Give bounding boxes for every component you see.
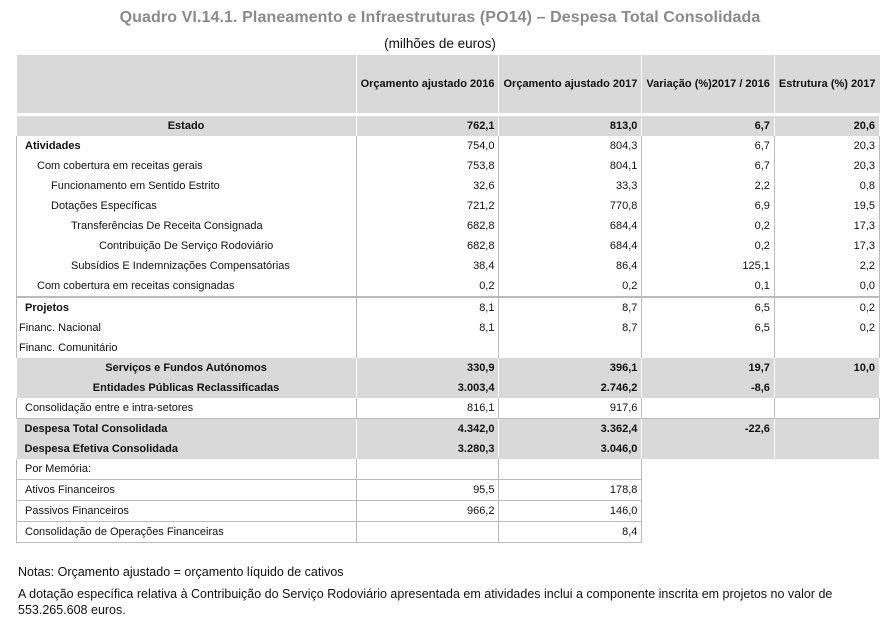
cell: 684,4 xyxy=(499,236,642,256)
cell: 3.003,4 xyxy=(356,378,499,398)
row-label: Transferências De Receita Consignada xyxy=(17,216,357,236)
cell: 2,2 xyxy=(642,176,775,196)
table-title: Quadro VI.14.1. Planeamento e Infraestruturas (PO14) – Despesa Total Consolidada xyxy=(119,9,761,26)
cell xyxy=(774,439,879,459)
row-label: Despesa Efetiva Consolidada xyxy=(17,439,357,459)
header-cell: Orçamento ajustado 2016 xyxy=(356,55,499,115)
table-row xyxy=(17,419,880,440)
table-subtitle: (milhões de euros) xyxy=(384,36,496,51)
cell: 20,6 xyxy=(774,115,879,137)
cell xyxy=(642,480,775,501)
table-row xyxy=(17,156,880,176)
cell xyxy=(642,459,775,480)
cell: 0,2 xyxy=(774,297,879,318)
cell xyxy=(356,459,499,480)
cell: 178,8 xyxy=(499,480,642,501)
table-row xyxy=(17,459,880,480)
header-cell: Orçamento ajustado 2017 xyxy=(499,55,642,115)
header-row xyxy=(17,55,880,115)
cell: 2,2 xyxy=(774,256,879,276)
table-row xyxy=(17,318,880,338)
cell: 0,1 xyxy=(642,276,775,297)
cell xyxy=(642,398,775,419)
cell: 95,5 xyxy=(356,480,499,501)
cell: 146,0 xyxy=(499,501,642,522)
table-row xyxy=(17,256,880,276)
table-row xyxy=(17,378,880,398)
cell: -22,6 xyxy=(642,419,775,440)
table-row xyxy=(17,216,880,236)
cell: 6,7 xyxy=(642,136,775,156)
table-row xyxy=(17,176,880,196)
cell: 804,3 xyxy=(499,136,642,156)
cell: 32,6 xyxy=(356,176,499,196)
table-row xyxy=(17,480,880,501)
row-label: Com cobertura em receitas consignadas xyxy=(17,276,357,297)
cell: 6,7 xyxy=(642,115,775,137)
cell: 10,0 xyxy=(774,358,879,378)
cell: 4.342,0 xyxy=(356,419,499,440)
cell: 396,1 xyxy=(499,358,642,378)
cell: 3.280,3 xyxy=(356,439,499,459)
cell: 6,7 xyxy=(642,156,775,176)
table-row xyxy=(17,136,880,156)
note-adjusted-budget: Notas: Orçamento ajustado = orçamento líquido de cativos xyxy=(18,565,344,579)
cell: 721,2 xyxy=(356,196,499,216)
cell: 19,5 xyxy=(774,196,879,216)
cell: 754,0 xyxy=(356,136,499,156)
cell: 8,7 xyxy=(499,297,642,318)
row-label: Por Memória: xyxy=(17,459,357,480)
cell: 0,2 xyxy=(774,318,879,338)
cell: 917,6 xyxy=(499,398,642,419)
table-row xyxy=(17,276,880,297)
cell xyxy=(642,522,775,543)
cell: 684,4 xyxy=(499,216,642,236)
cell: 17,3 xyxy=(774,236,879,256)
row-label: Atividades xyxy=(17,136,357,156)
cell xyxy=(356,338,499,358)
cell: 753,8 xyxy=(356,156,499,176)
cell xyxy=(499,338,642,358)
row-label: Com cobertura em receitas gerais xyxy=(17,156,357,176)
cell xyxy=(774,459,879,480)
cell: 38,4 xyxy=(356,256,499,276)
cell: 20,3 xyxy=(774,136,879,156)
cell xyxy=(642,338,775,358)
cell: 6,5 xyxy=(642,318,775,338)
header-cell xyxy=(17,55,357,115)
cell xyxy=(774,338,879,358)
cell xyxy=(774,522,879,543)
cell: 3.362,4 xyxy=(499,419,642,440)
row-label: Entidades Públicas Reclassificadas xyxy=(17,378,357,398)
cell: 682,8 xyxy=(356,236,499,256)
cell: 0,0 xyxy=(774,276,879,297)
row-label: Serviços e Fundos Autónomos xyxy=(17,358,357,378)
cell xyxy=(774,378,879,398)
cell: 8,1 xyxy=(356,318,499,338)
cell: 0,8 xyxy=(774,176,879,196)
row-label: Ativos Financeiros xyxy=(17,480,357,501)
cell: 33,3 xyxy=(499,176,642,196)
row-label: Subsídios E Indemnizações Compensatórias xyxy=(17,256,357,276)
cell: 19,7 xyxy=(642,358,775,378)
table-row xyxy=(17,501,880,522)
table-row xyxy=(17,115,880,137)
cell: 330,9 xyxy=(356,358,499,378)
row-label: Consolidação entre e intra-setores xyxy=(17,398,357,419)
cell: 17,3 xyxy=(774,216,879,236)
cell xyxy=(774,501,879,522)
cell: 6,5 xyxy=(642,297,775,318)
cell: 8,4 xyxy=(499,522,642,543)
cell xyxy=(774,480,879,501)
cell: 20,3 xyxy=(774,156,879,176)
row-label: Estado xyxy=(17,115,357,137)
cell: 8,7 xyxy=(499,318,642,338)
table-row xyxy=(17,338,880,358)
cell xyxy=(642,439,775,459)
table-row xyxy=(17,522,880,543)
row-label: Financ. Nacional xyxy=(17,318,357,338)
cell: 966,2 xyxy=(356,501,499,522)
header-cell: Estrutura (%) 2017 xyxy=(774,55,879,115)
table-row xyxy=(17,439,880,459)
cell: 0,2 xyxy=(356,276,499,297)
row-label: Funcionamento em Sentido Estrito xyxy=(17,176,357,196)
row-label: Consolidação de Operações Financeiras xyxy=(17,522,357,543)
row-label: Projetos xyxy=(17,297,357,318)
cell: 762,1 xyxy=(356,115,499,137)
cell: 816,1 xyxy=(356,398,499,419)
row-label: Despesa Total Consolidada xyxy=(17,419,357,440)
cell: 0,2 xyxy=(499,276,642,297)
cell: 770,8 xyxy=(499,196,642,216)
row-label: Financ. Comunitário xyxy=(17,338,357,358)
cell: 125,1 xyxy=(642,256,775,276)
cell: 0,2 xyxy=(642,216,775,236)
table-row xyxy=(17,398,880,419)
note-specific-allocation: A dotação específica relativa à Contribuição do Serviço Rodoviário apresentada em atividades inclui a componente inscrita em projetos no valor de 553.265.608 euros. xyxy=(18,587,833,617)
cell: 2.746,2 xyxy=(499,378,642,398)
cell xyxy=(356,522,499,543)
cell: 3.046,0 xyxy=(499,439,642,459)
cell xyxy=(499,459,642,480)
cell: 8,1 xyxy=(356,297,499,318)
cell xyxy=(774,398,879,419)
cell: 804,1 xyxy=(499,156,642,176)
table-row xyxy=(17,358,880,378)
row-label: Passivos Financeiros xyxy=(17,501,357,522)
expenditure-table xyxy=(16,55,880,543)
cell: -8,6 xyxy=(642,378,775,398)
cell: 682,8 xyxy=(356,216,499,236)
table-row xyxy=(17,196,880,216)
table-row xyxy=(17,236,880,256)
cell: 813,0 xyxy=(499,115,642,137)
cell: 0,2 xyxy=(642,236,775,256)
cell xyxy=(774,419,879,440)
row-label: Contribuição De Serviço Rodoviário xyxy=(17,236,357,256)
cell xyxy=(642,501,775,522)
header-cell: Variação (%)2017 / 2016 xyxy=(642,55,775,115)
row-label: Dotações Específicas xyxy=(17,196,357,216)
table-row xyxy=(17,297,880,318)
cell: 6,9 xyxy=(642,196,775,216)
cell: 86,4 xyxy=(499,256,642,276)
